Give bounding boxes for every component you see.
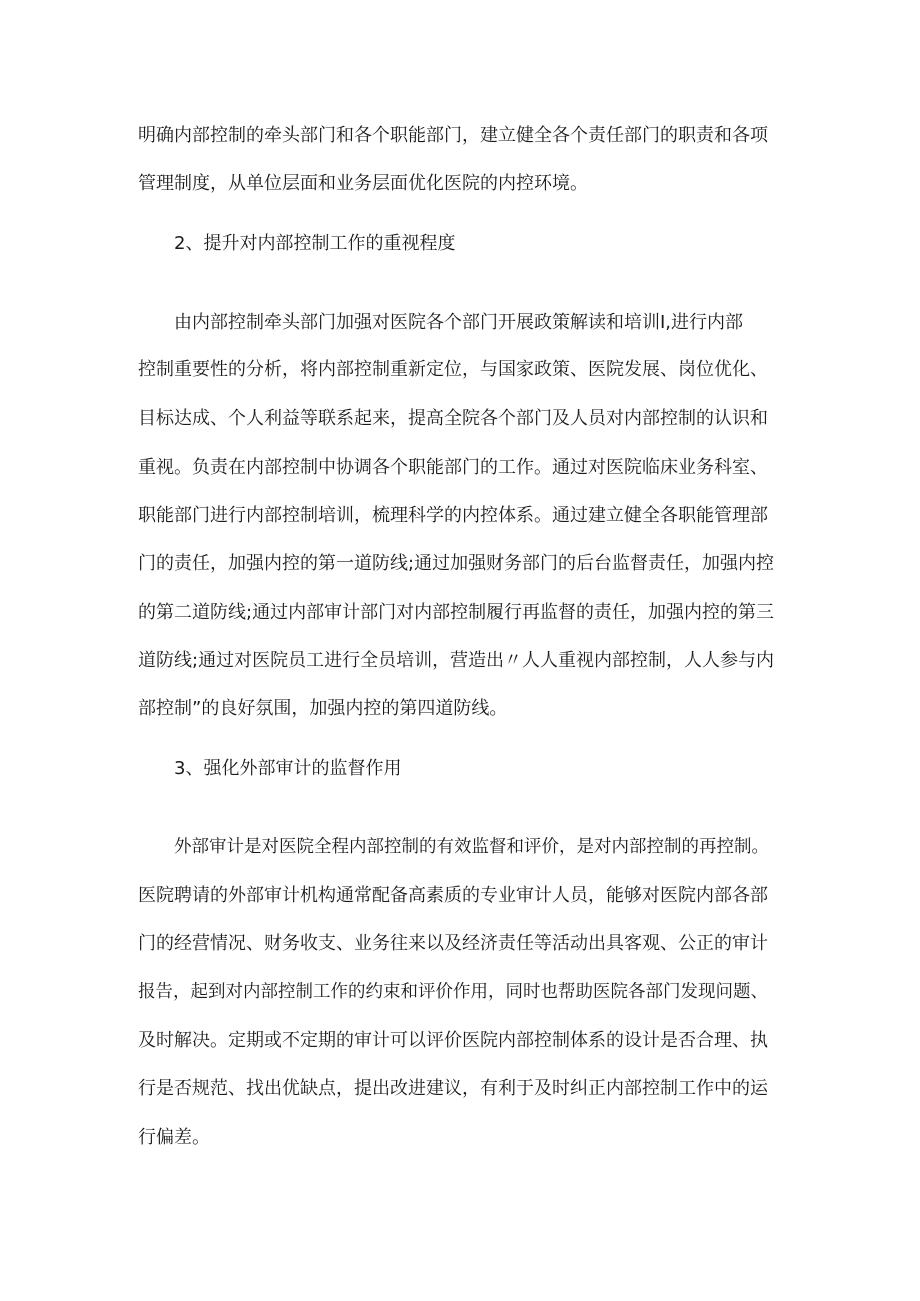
- paragraph-line: 的第二道防线;通过内部审计部门对内部控制履行再监督的责任，加强内控的第三: [138, 602, 775, 623]
- paragraph-line: 报告，起到对内部控制工作的约束和评价作用，同时也帮助医院各部门发现问题、: [138, 982, 768, 1002]
- paragraph-line: 行是否规范、找出优缺点，提出改进建议，有利于及时纠正内部控制工作中的运: [138, 1078, 768, 1099]
- document-page: [138, 0, 783, 1301]
- paragraph-line: 由内部控制牵头部门加强对医院各个部门开展政策解读和培训I,进行内部: [174, 312, 744, 333]
- paragraph-line: 门的责任，加强内控的第一道防线;通过加强财务部门的后台监督责任，加强内控: [138, 553, 775, 574]
- paragraph-line: 门的经营情况、财务收支、业务往来以及经济责任等活动出具客观、公正的审计: [138, 933, 768, 954]
- section-heading-3: 3、强化外部审计的监督作用: [174, 758, 402, 779]
- paragraph-line: 职能部门进行内部控制培训，梳理科学的内控体系。通过建立健全各职能管理部: [138, 505, 768, 526]
- paragraph-line: 外部审计是对医院全程内部控制的有效监督和评价，是对内部控制的再控制。: [174, 837, 769, 857]
- paragraph-line: 目标达成、个人利益等联系起来，提高全院各个部门及人员对内部控制的认识和: [138, 408, 768, 429]
- paragraph-line: 及时解决。定期或不定期的审计可以评价医院内部控制体系的设计是否合理、执: [138, 1030, 768, 1051]
- paragraph-line: 控制重要性的分析，将内部控制重新定位，与国家政策、医院发展、岗位优化、: [138, 359, 768, 380]
- paragraph-line: 医院聘请的外部审计机构通常配备高素质的专业审计人员，能够对医院内部各部: [138, 885, 768, 906]
- paragraph-line: 行偏差。: [138, 1127, 210, 1148]
- paragraph-line: 道防线;通过对医院员工进行全员培训，营造出〃人人重视内部控制，人人参与内: [138, 650, 775, 671]
- paragraph-line: 管理制度，从单位层面和业务层面优化医院的内控环境。: [138, 173, 588, 194]
- section-heading-2: 2、提升对内部控制工作的重视程度: [174, 233, 456, 254]
- paragraph-line: 部控制”的良好氛围，加强内控的第四道防线。: [138, 698, 508, 719]
- paragraph-line: 重视。负责在内部控制中协调各个职能部门的工作。通过对医院临床业务科室、: [138, 457, 768, 478]
- paragraph-line: 明确内部控制的牵头部门和各个职能部门，建立健全各个责任部门的职责和各项: [138, 125, 768, 146]
